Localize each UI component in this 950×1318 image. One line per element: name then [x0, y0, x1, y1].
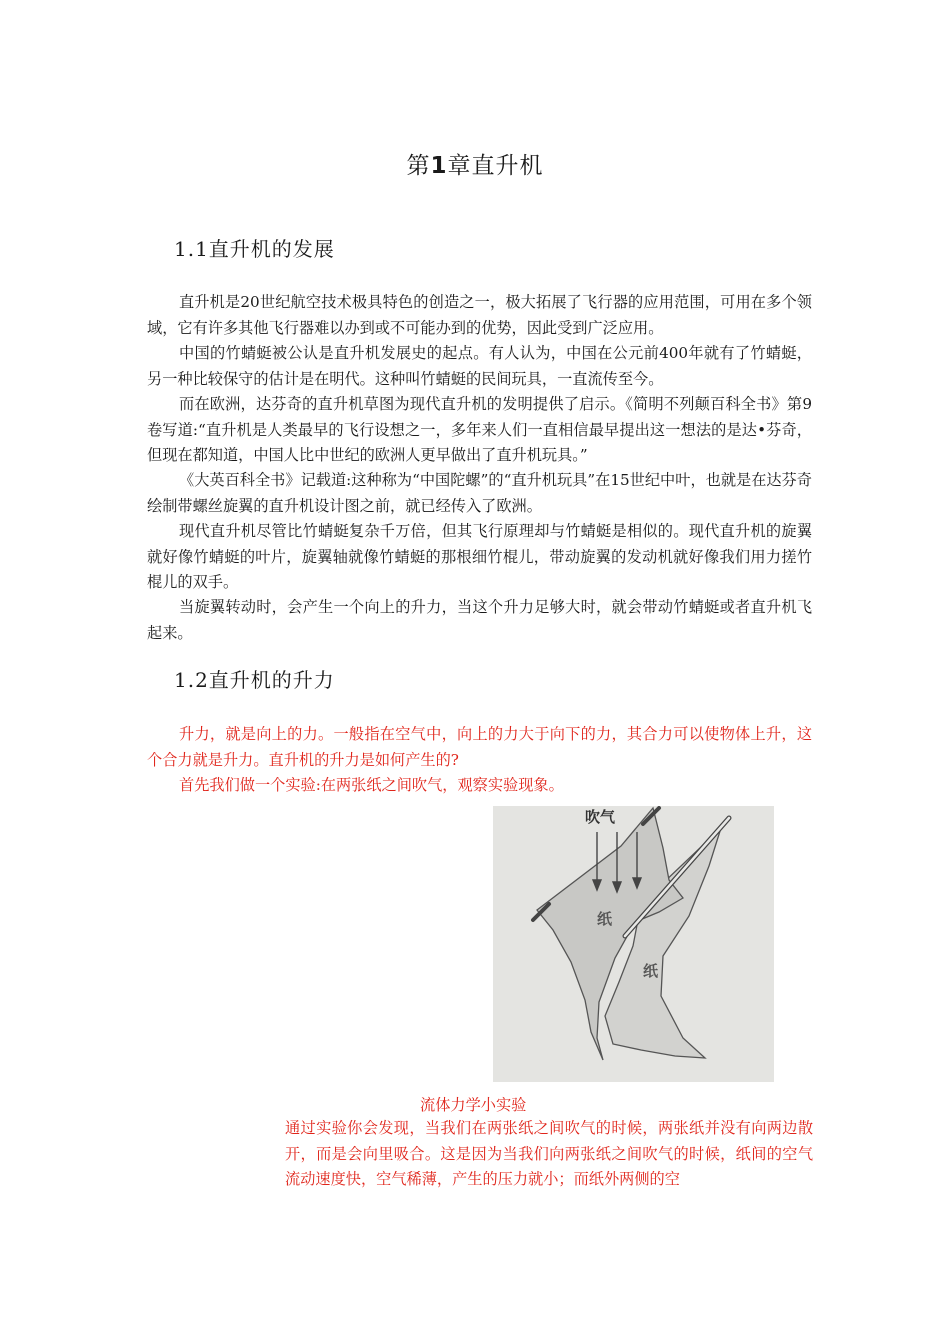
paragraph-1: 直升机是20世纪航空技术极具特色的创造之一，极大拓展了飞行器的应用范围，可用在多个领域，它有许多其他飞行器难以办到或不可能办到的优势，因此受到广泛应用。	[147, 293, 812, 337]
chapter-number: 1	[430, 153, 448, 179]
paragraph-2: 中国的竹蜻蜓被公认是直升机发展史的起点。有人认为，中国在公元前400年就有了竹蜻蜓，另一种比较保守的估计是在明代。这种叫竹蜻蜓的民间玩具，一直流传至今。	[147, 344, 812, 388]
paper-label-1: 纸	[597, 910, 613, 928]
paragraph-4: 《大英百科全书》记载道:这种称为“中国陀螺”的“直升机玩具”在15世纪中叶，也就是在达芬奇绘制带螺丝旋翼的直升机设计图之前，就已经传入了欧洲。	[147, 471, 812, 515]
section-heading-1-1: 1.1直升机的发展	[174, 237, 335, 261]
lift-definition-paragraph: 升力，就是向上的力。一般指在空气中，向上的力大于向下的力，其合力可以使物体上升，这个合力就是升力。直升机的升力是如何产生的?	[147, 725, 812, 769]
chapter-suffix: 章直升机	[447, 153, 544, 179]
explanation-paragraph: 通过实验你会发现，当我们在两张纸之间吹气的时候，两张纸并没有向两边散开，而是会向里吸合。这是因为当我们向两张纸之间吹气的时候，纸间的空气流动速度快，空气稀薄，产生的压力就小；而纸外两侧的空	[285, 1119, 813, 1188]
paper-experiment-figure	[493, 806, 774, 1082]
paragraph-3: 而在欧洲，达芬奇的直升机草图为现代直升机的发明提供了启示。《简明不列颠百科全书》第9卷写道:“直升机是人类最早的飞行设想之一，多年来人们一直相信最早提出这一想法的是达•芬奇，但现在都知道，中国人比中世纪的欧洲人更早做出了直升机玩具。”	[147, 395, 812, 464]
chapter-prefix: 第	[406, 153, 431, 179]
section-heading-1-2: 1.2直升机的升力	[174, 668, 335, 692]
paper-experiment-illustration	[493, 806, 774, 1082]
paragraph-5: 现代直升机尽管比竹蜻蜓复杂千万倍，但其飞行原理却与竹蜻蜓是相似的。现代直升机的旋翼就好像竹蜻蜓的叶片，旋翼轴就像竹蜻蜓的那根细竹棍儿，带动旋翼的发动机就好像我们用力搓竹棍儿的双手。	[147, 522, 812, 591]
chapter-title	[0, 147, 950, 180]
figure-caption: 流体力学小实验	[420, 1096, 527, 1114]
experiment-intro-paragraph: 首先我们做一个实验:在两张纸之间吹气，观察实验现象。	[179, 776, 564, 794]
blow-label: 吹气	[585, 808, 616, 826]
paper-label-2: 纸	[643, 962, 659, 980]
paragraph-6: 当旋翼转动时，会产生一个向上的升力，当这个升力足够大时，就会带动竹蜻蜓或者直升机飞起来。	[147, 598, 812, 642]
